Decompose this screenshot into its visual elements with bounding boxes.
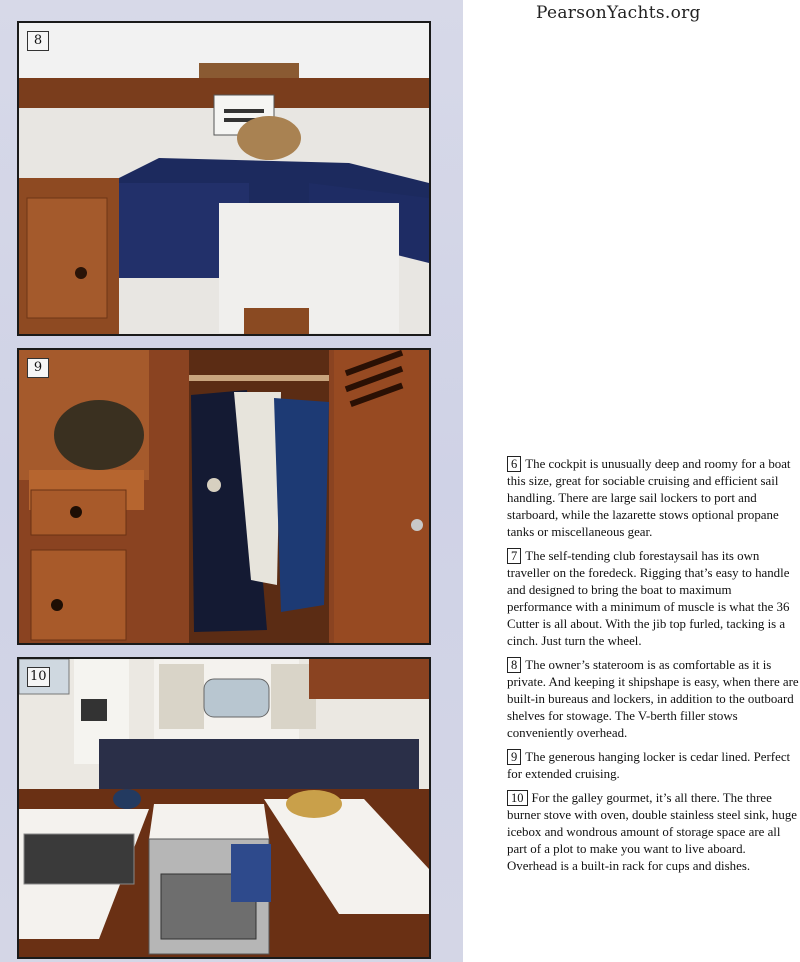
caption-column [507, 456, 799, 882]
caption-number: 6 [507, 456, 521, 472]
stateroom-photo [17, 21, 431, 336]
galley-illustration [19, 659, 429, 957]
caption-text: The self-tending club forestaysail has its own traveller on the foredeck. Rigging that’s easy to handle and designed to bring the boat to maximum performance with a minimum of muscle is what the 36 Cutter is all about. With the jib top furled, tacking is a cinch. Just turn the wheel. [507, 549, 790, 648]
hanging-locker-photo [17, 348, 431, 645]
caption-number: 10 [507, 790, 528, 806]
site-watermark: PearsonYachts.org [536, 3, 701, 23]
caption-paragraph-6 [507, 456, 799, 541]
photo-number-9: 9 [27, 358, 49, 378]
hanging-locker-illustration [19, 350, 429, 643]
caption-paragraph-10 [507, 790, 799, 875]
caption-text: The owner’s stateroom is as comfortable as it is private. And keeping it shipshape is easy, when there are built-in bureaus and lockers, in addition to the outboard shelves for stowage. The V-berth filler stows conveniently overhead. [507, 658, 799, 740]
caption-paragraph-8 [507, 657, 799, 742]
caption-number: 7 [507, 548, 521, 564]
photo-number-10: 10 [27, 667, 50, 687]
photo-number-8: 8 [27, 31, 49, 51]
caption-paragraph-7 [507, 548, 799, 650]
caption-number: 9 [507, 749, 521, 765]
stateroom-illustration [19, 23, 429, 334]
galley-photo [17, 657, 431, 959]
caption-text: For the galley gourmet, it’s all there. The three burner stove with oven, double stainless steel sink, huge icebox and wondrous amount of storage space are all part of a plot to make you want to live aboard. Overhead is a built-in rack for cups and dishes. [507, 791, 797, 873]
caption-text: The cockpit is unusually deep and roomy for a boat this size, great for sociable cruising and efficient sail handling. There are large sail lockers to port and starboard, while the lazarette stows optional propane tanks or miscellaneous gear. [507, 457, 791, 539]
caption-number: 8 [507, 657, 521, 673]
caption-paragraph-9 [507, 749, 799, 783]
caption-text: The generous hanging locker is cedar lined. Perfect for extended cruising. [507, 750, 791, 781]
